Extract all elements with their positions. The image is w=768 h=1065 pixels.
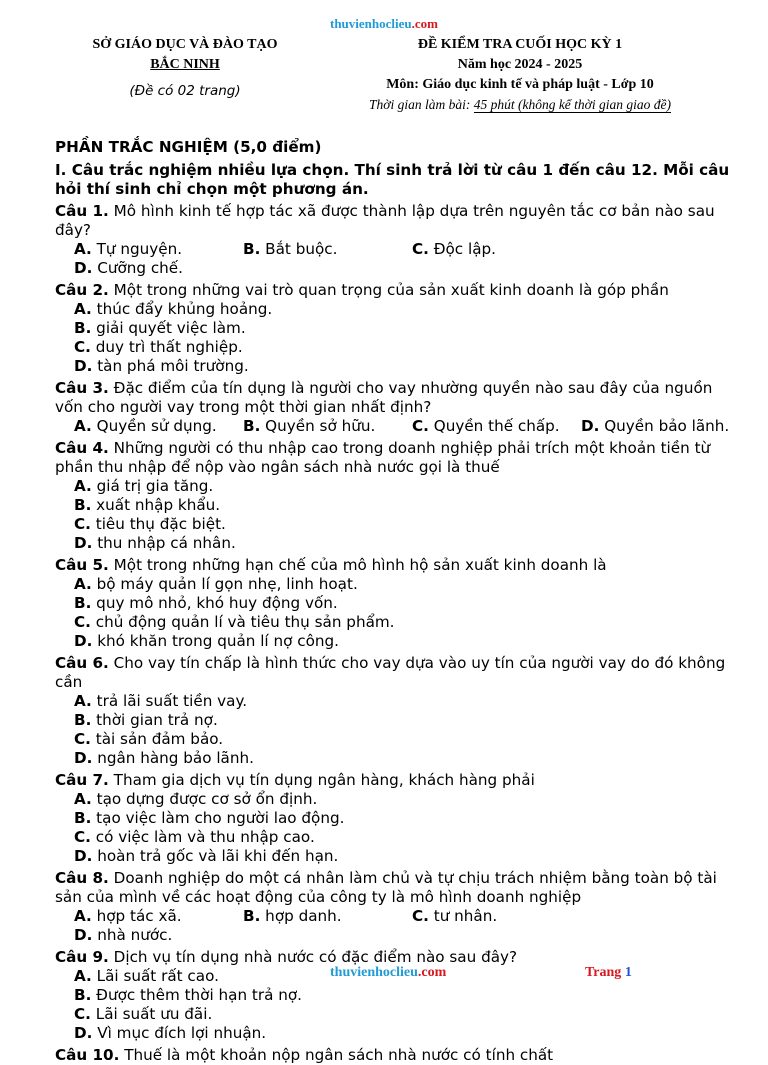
question-stem — [55, 654, 735, 692]
option-text: tài sản đảm bảo. — [90, 730, 224, 748]
answer-option — [412, 240, 581, 259]
answer-option — [74, 730, 412, 749]
answer-option — [74, 907, 243, 926]
question-number: Câu 9. — [55, 948, 109, 966]
question-item — [55, 948, 735, 1043]
question-number: Câu 7. — [55, 771, 109, 789]
option-letter: D. — [74, 534, 93, 552]
pages-note: (Đề có 02 trang) — [129, 83, 241, 99]
option-letter: D. — [74, 749, 93, 767]
option-letter: A. — [74, 907, 92, 925]
answer-option — [74, 338, 412, 357]
option-text: Quyền sử dụng. — [91, 417, 217, 435]
answer-option — [412, 417, 581, 436]
question-item — [55, 771, 735, 866]
option-letter: B. — [74, 319, 92, 337]
answer-options — [55, 240, 735, 278]
option-letter: B. — [243, 240, 261, 258]
option-letter: A. — [74, 575, 92, 593]
page-label: Trang — [585, 965, 625, 980]
part-title: I. Câu trắc nghiệm nhiều lựa chọn. Thí sinh trả lời từ câu 1 đến câu 12. Mỗi câu hỏi thí sinh chỉ chọn một phương án. — [55, 161, 730, 198]
question-number: Câu 10. — [55, 1046, 120, 1064]
answer-option — [74, 692, 412, 711]
question-item — [55, 439, 735, 553]
question-item — [55, 1046, 735, 1065]
option-letter: C. — [412, 417, 429, 435]
option-letter: D. — [581, 417, 600, 435]
answer-options — [55, 300, 735, 376]
option-text: Bắt buộc. — [260, 240, 338, 258]
answer-option — [74, 319, 412, 338]
answer-option — [74, 809, 734, 828]
option-letter: A. — [74, 790, 92, 808]
option-text: thời gian trả nợ. — [91, 711, 218, 729]
answer-options — [55, 417, 735, 436]
option-letter: C. — [74, 515, 91, 533]
answer-option — [74, 477, 412, 496]
option-letter: D. — [74, 926, 93, 944]
answer-options — [55, 575, 735, 651]
option-letter: B. — [74, 594, 92, 612]
option-letter: D. — [74, 1024, 93, 1042]
answer-option — [74, 300, 412, 319]
option-text: tạo việc làm cho người lao động. — [91, 809, 345, 827]
answer-options — [55, 907, 735, 945]
department-name: SỞ GIÁO DỤC VÀ ĐÀO TẠO — [92, 37, 278, 52]
answer-option — [74, 240, 243, 259]
answer-option — [74, 613, 734, 632]
option-text: nhà nước. — [92, 926, 173, 944]
answer-option — [581, 417, 731, 436]
question-number: Câu 2. — [55, 281, 109, 299]
subject-line: Môn: Giáo dục kinh tế và pháp luật - Lớp 10 — [386, 77, 654, 92]
province-name: BẮC NINH — [150, 57, 220, 72]
option-text: duy trì thất nghiệp. — [90, 338, 243, 356]
question-stem — [55, 439, 735, 477]
question-text: Cho vay tín chấp là hình thức cho vay dựa vào uy tín của người vay do đó không cần — [55, 654, 726, 691]
option-text: Vì mục đích lợi nhuận. — [92, 1024, 267, 1042]
question-text: Thuế là một khoản nộp ngân sách nhà nước có tính chất — [119, 1046, 554, 1064]
question-item — [55, 869, 735, 945]
question-text: Đặc điểm của tín dụng là người cho vay nhường quyền nào sau đây của nguồn vốn cho người vay trong một thời gian nhất định? — [55, 379, 713, 416]
option-text: hoàn trả gốc và lãi khi đến hạn. — [92, 847, 339, 865]
time-line — [318, 95, 722, 115]
answer-option — [74, 828, 734, 847]
option-letter: C. — [74, 730, 91, 748]
option-text: tiêu thụ đặc biệt. — [90, 515, 226, 533]
option-letter: C. — [74, 1005, 91, 1023]
footer-site-name: thuvienhoclieu — [330, 965, 418, 980]
answer-option — [74, 357, 412, 376]
option-letter: C. — [412, 907, 429, 925]
question-text: Những người có thu nhập cao trong doanh nghiệp phải trích một khoản tiền từ phần thu nhập để nộp vào ngân sách nhà nước gọi là thuế — [55, 439, 711, 476]
option-text: ngân hàng bảo lãnh. — [92, 749, 254, 767]
option-text: Quyền sở hữu. — [260, 417, 376, 435]
question-item — [55, 379, 735, 436]
answer-option — [74, 632, 734, 651]
question-stem — [55, 1046, 735, 1065]
question-number: Câu 8. — [55, 869, 109, 887]
answer-option — [74, 1005, 412, 1024]
question-stem — [55, 379, 735, 417]
question-text: Doanh nghiệp do một cá nhân làm chủ và tự chịu trách nhiệm bằng toàn bộ tài sản của mình về các hoạt động của công ty là mô hình doanh nghiệp — [55, 869, 717, 906]
answer-option — [243, 417, 412, 436]
answer-option — [243, 907, 412, 926]
page-indicator — [585, 965, 632, 981]
question-text: Tham gia dịch vụ tín dụng ngân hàng, khách hàng phải — [108, 771, 535, 789]
question-text: Mô hình kinh tế hợp tác xã được thành lập dựa trên nguyên tắc cơ bản nào sau đây? — [55, 202, 715, 239]
page-number: 1 — [624, 965, 632, 980]
answer-option — [74, 847, 734, 866]
option-text: Độc lập. — [428, 240, 496, 258]
option-letter: A. — [74, 692, 92, 710]
option-text: Cưỡng chế. — [92, 259, 183, 277]
option-text: tư nhân. — [428, 907, 498, 925]
question-number: Câu 4. — [55, 439, 109, 457]
option-text: Quyền bảo lãnh. — [599, 417, 730, 435]
option-text: có việc làm và thu nhập cao. — [90, 828, 315, 846]
time-detail: 45 phút (không kể thời gian giao đề) — [473, 97, 671, 112]
option-text: Lãi suất ưu đãi. — [90, 1005, 213, 1023]
exam-content — [55, 138, 735, 1065]
option-text: giá trị gia tăng. — [91, 477, 214, 495]
option-letter: D. — [74, 259, 93, 277]
time-prefix: Thời gian làm bài: — [368, 97, 474, 112]
option-text: hợp tác xã. — [91, 907, 182, 925]
question-list — [55, 202, 735, 1065]
option-text: tạo dựng được cơ sở ổn định. — [91, 790, 318, 808]
question-number: Câu 1. — [55, 202, 109, 220]
option-text: giải quyết việc làm. — [91, 319, 246, 337]
header-right — [318, 35, 722, 115]
watermark-site-domain: .com — [411, 16, 438, 31]
option-letter: D. — [74, 847, 93, 865]
option-text: trả lãi suất tiền vay. — [91, 692, 248, 710]
exam-title: ĐỀ KIỂM TRA CUỐI HỌC KỲ 1 — [417, 37, 623, 52]
option-text: Quyền thế chấp. — [428, 417, 560, 435]
answer-option — [74, 790, 734, 809]
option-text: quy mô nhỏ, khó huy động vốn. — [91, 594, 338, 612]
option-text: thúc đẩy khủng hoảng. — [91, 300, 273, 318]
question-stem — [55, 556, 735, 575]
question-item — [55, 281, 735, 376]
school-year: Năm học 2024 - 2025 — [457, 57, 583, 72]
option-letter: A. — [74, 417, 92, 435]
question-stem — [55, 771, 735, 790]
answer-option — [74, 534, 412, 553]
option-letter: A. — [74, 300, 92, 318]
option-text: chủ động quản lí và tiêu thụ sản phẩm. — [90, 613, 395, 631]
option-letter: C. — [74, 828, 91, 846]
option-letter: D. — [74, 357, 93, 375]
answer-option — [74, 711, 412, 730]
option-text: tàn phá môi trường. — [92, 357, 249, 375]
answer-option — [74, 575, 734, 594]
option-letter: B. — [243, 907, 261, 925]
question-text: Dịch vụ tín dụng nhà nước có đặc điểm nào sau đây? — [108, 948, 518, 966]
answer-option — [412, 907, 581, 926]
answer-options — [55, 692, 735, 768]
answer-option — [74, 594, 734, 613]
question-item — [55, 202, 735, 278]
option-letter: A. — [74, 967, 92, 985]
answer-option — [74, 926, 243, 945]
option-letter: A. — [74, 240, 92, 258]
option-text: thu nhập cá nhân. — [92, 534, 236, 552]
option-letter: C. — [412, 240, 429, 258]
watermark-site-name: thuvienhoclieu — [330, 16, 412, 31]
option-text: Tự nguyện. — [91, 240, 183, 258]
question-stem — [55, 869, 735, 907]
option-text: xuất nhập khẩu. — [91, 496, 221, 514]
answer-option — [74, 417, 243, 436]
option-letter: A. — [74, 477, 92, 495]
question-number: Câu 6. — [55, 654, 109, 672]
option-text: Được thêm thời hạn trả nợ. — [91, 986, 302, 1004]
option-letter: B. — [74, 809, 92, 827]
answer-options — [55, 477, 735, 553]
answer-options — [55, 790, 735, 866]
option-letter: B. — [74, 496, 92, 514]
option-letter: B. — [243, 417, 261, 435]
answer-option — [74, 1024, 412, 1043]
option-text: khó khăn trong quản lí nợ công. — [92, 632, 339, 650]
answer-option — [74, 986, 412, 1005]
section-title: PHẦN TRẮC NGHIỆM (5,0 điểm) — [55, 138, 322, 156]
question-text: Một trong những vai trò quan trọng của sản xuất kinh doanh là góp phần — [108, 281, 669, 299]
question-text: Một trong những hạn chế của mô hình hộ sản xuất kinh doanh là — [108, 556, 607, 574]
question-item — [55, 556, 735, 651]
footer-site-domain: .com — [417, 965, 447, 980]
watermark-top[interactable] — [0, 16, 768, 32]
option-text: hợp danh. — [260, 907, 342, 925]
answer-option — [74, 515, 412, 534]
option-text: Lãi suất rất cao. — [91, 967, 219, 985]
header-left — [60, 35, 310, 101]
answer-option — [74, 496, 412, 515]
option-letter: D. — [74, 632, 93, 650]
option-letter: B. — [74, 711, 92, 729]
option-text: bộ máy quản lí gọn nhẹ, linh hoạt. — [91, 575, 358, 593]
question-number: Câu 3. — [55, 379, 109, 397]
answer-option — [243, 240, 412, 259]
question-stem — [55, 202, 735, 240]
option-letter: C. — [74, 338, 91, 356]
question-number: Câu 5. — [55, 556, 109, 574]
option-letter: B. — [74, 986, 92, 1004]
option-letter: C. — [74, 613, 91, 631]
footer-site-link[interactable] — [330, 965, 446, 981]
answer-option — [74, 749, 412, 768]
question-item — [55, 654, 735, 768]
answer-option — [74, 259, 243, 278]
question-stem — [55, 281, 735, 300]
